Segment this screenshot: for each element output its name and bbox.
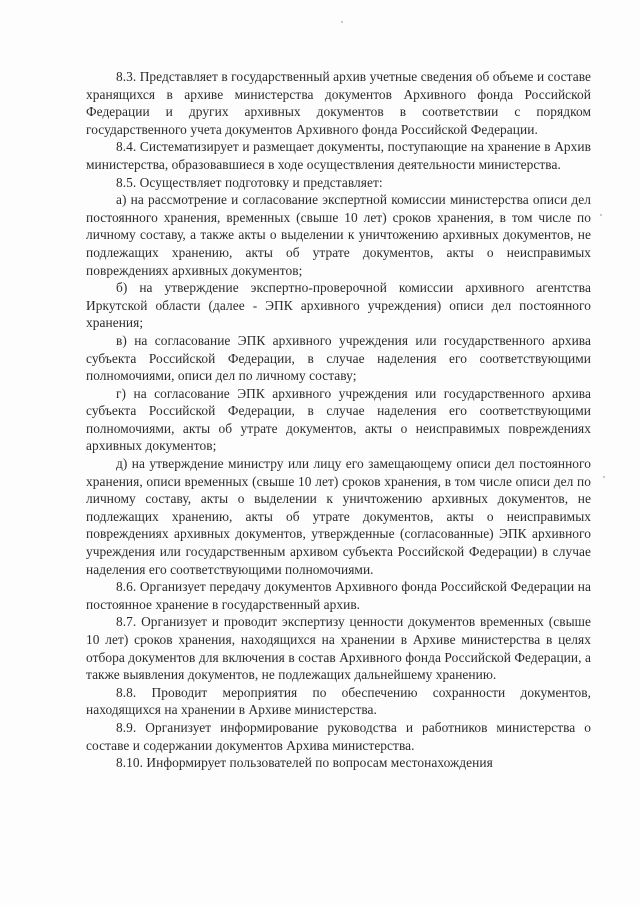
paragraph-8-7: 8.7. Организует и проводит экспертизу ценности документов временных (свыше 10 лет) сроков хранения, находящихся на хранении в Архиве министерства в целях отбора документов для включения в состав Архивного фонда Российской Федерации, а также выявления документов, не подлежащих дальнейшему хранению. — [86, 614, 591, 683]
paragraph-8-5-b: б) на утверждение экспертно-проверочной комиссии архивного агентства Иркутской области (далее - ЭПК архивного учреждения) описи дел постоянного хранения; — [86, 280, 591, 331]
paragraph-8-5-v: в) на согласование ЭПК архивного учреждения или государственного архива субъекта Российской Федерации, в случае наделения его соответствующими полномочиями, описи дел по личному составу; — [86, 332, 591, 384]
paragraph-8-4: 8.4. Систематизирует и размещает документы, поступающие на хранение в Архив министерства, образовавшиеся в ходе осуществления деятельности министерства. — [86, 139, 591, 172]
paragraph-8-5: 8.5. Осуществляет подготовку и представляет: — [116, 174, 383, 190]
paragraph-8-5-g: г) на согласование ЭПК архивного учреждения или государственного архива субъекта Российской Федерации, в случае наделения его соответствующими полномочиями, акты об утрате документов, акты о неисправимых повреждениях архивных документов; — [86, 385, 591, 454]
paragraph-8-6: 8.6. Организует передачу документов Архивного фонда Российской Федерации на постоянное хранение в государственный архив. — [86, 579, 591, 612]
paragraph-8-5-a: а) на рассмотрение и согласование экспертной комиссии министерства описи дел постоянного хранения, временных (свыше 10 лет) сроков хранения, в том числе по личному составу, а также акты о выделении к уничтожению архивных документов, не подлежащих хранению, акты об утрате документов, акты о неисправимых повреждениях архивных документов; — [86, 192, 591, 278]
scan-speck — [341, 21, 343, 23]
paragraph-8-8: 8.8. Проводит мероприятия по обеспечению сохранности документов, находящихся на хранении в Архиве министерства. — [86, 684, 591, 718]
scan-speck — [603, 476, 605, 478]
document-body — [86, 68, 591, 772]
paragraph-8-3: 8.3. Представляет в государственный архив учетные сведения об объеме и составе хранящихся в архиве министерства документов Архивного фонда Российской Федерации и других архивных документов в соответствии с порядком государственного учета документов Архивного фонда Российской Федерации. — [86, 69, 591, 137]
scan-speck — [600, 214, 602, 216]
paragraph-8-10: 8.10. Информирует пользователей по вопросам местонахождения — [116, 755, 493, 771]
paragraph-8-9: 8.9. Организует информирование руководства и работников министерства о составе и содержании документов Архива министерства. — [86, 719, 591, 753]
paragraph-8-5-d: д) на утверждение министру или лицу его замещающему описи дел постоянного хранения, описи временных (свыше 10 лет) сроков хранения, в том числе описи дел по личному составу, акты о выделении к уничтожению архивных документов, не подлежащих хранению, акты об утрате документов, акты о неисправимых повреждениях архивных документов, утвержденные (согласованные) ЭПК архивного учреждения или государственным архивом субъекта Российской Федерации) в случае наделения его соответствующими полномочиями. — [86, 456, 591, 577]
